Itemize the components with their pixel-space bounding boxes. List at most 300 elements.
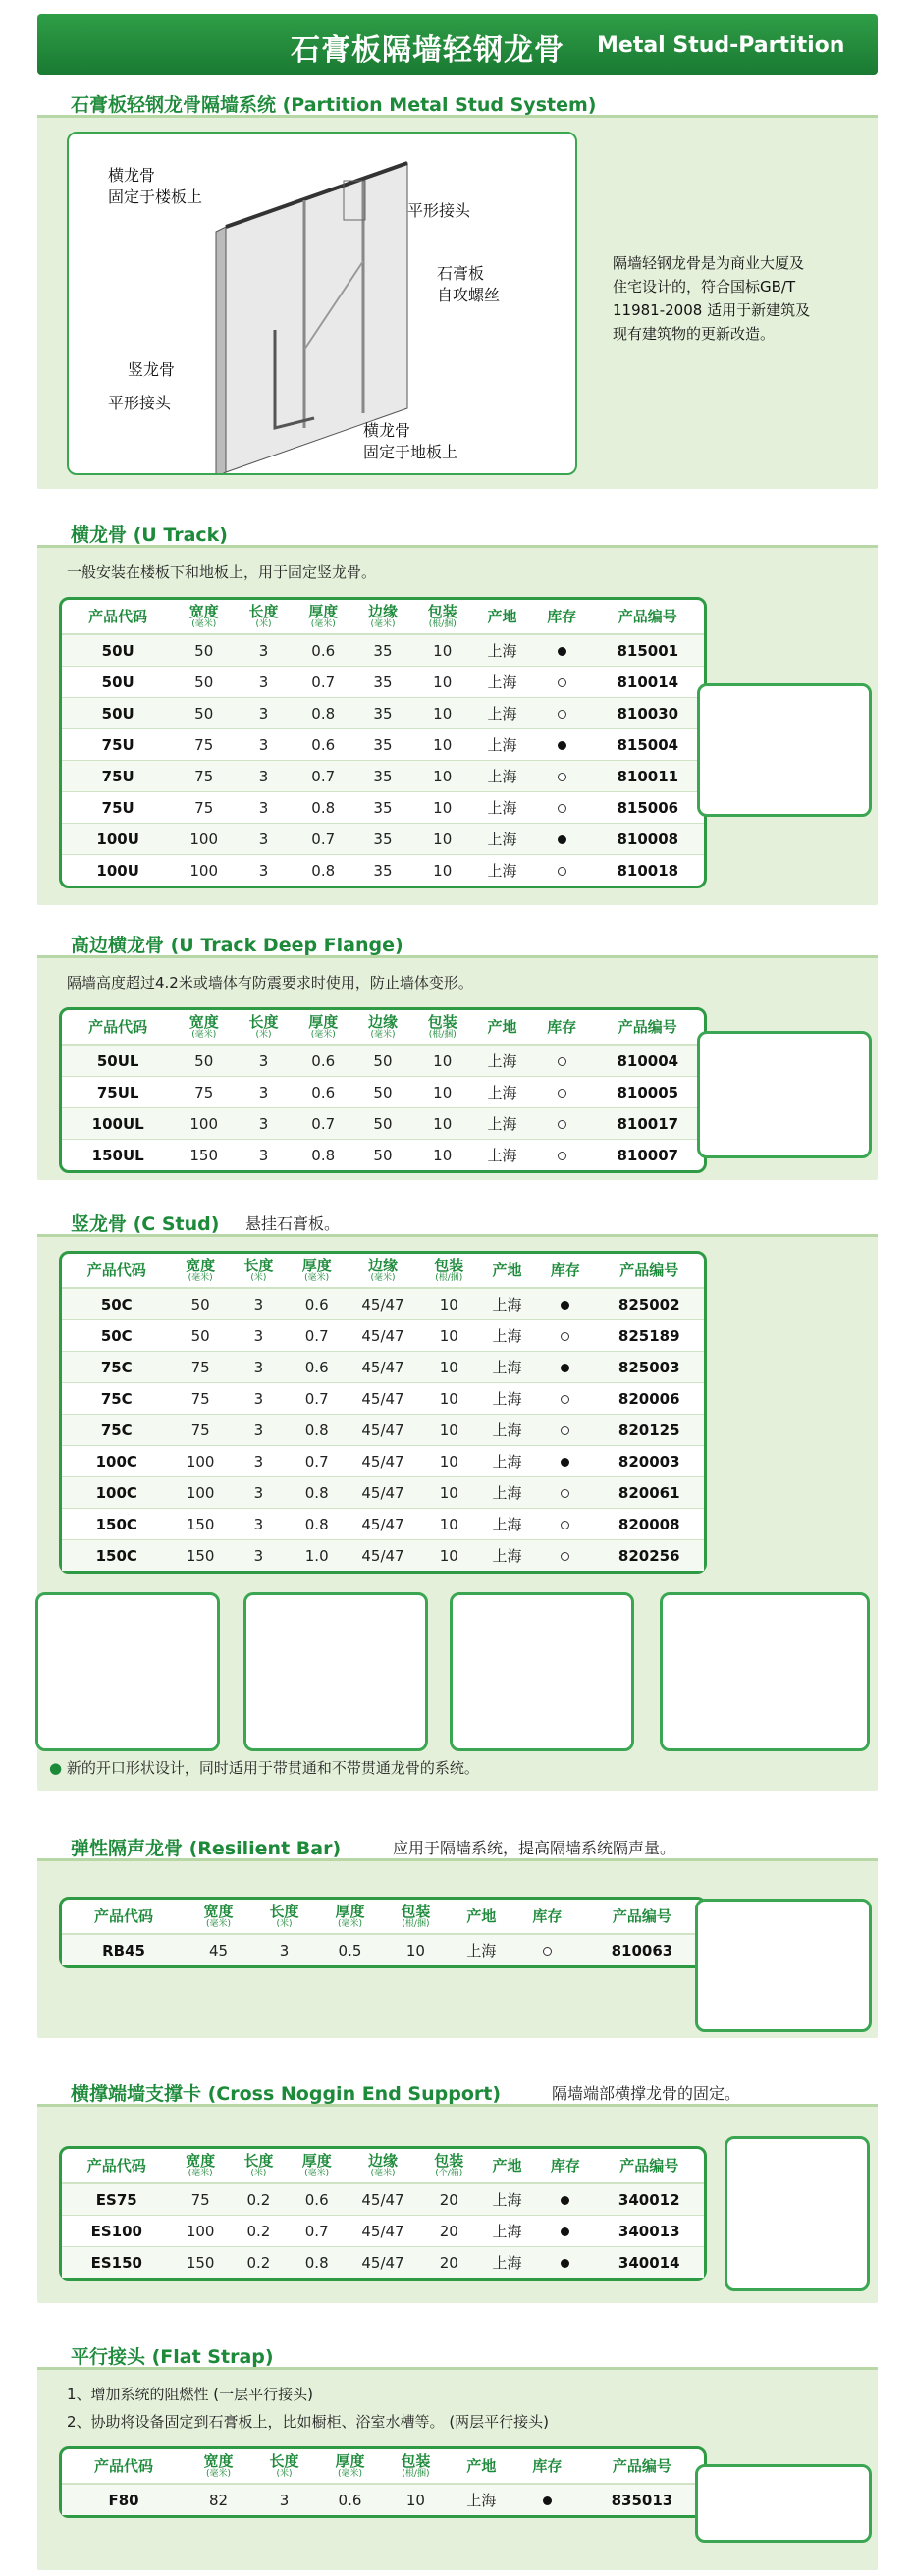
table-row bbox=[62, 2183, 704, 2215]
table-cell: 3 bbox=[234, 760, 294, 791]
section-header bbox=[37, 512, 878, 548]
table-cell: 0.8 bbox=[294, 697, 353, 728]
stock-indicator bbox=[536, 2183, 594, 2215]
table-row bbox=[62, 666, 704, 697]
table-cell: 810007 bbox=[592, 1139, 704, 1170]
section-note: 隔墙高度超过4.2米或墙体有防震要求时使用，防止墙体变形。 bbox=[67, 974, 473, 992]
table-row bbox=[62, 1414, 704, 1445]
table-cell: 上海 bbox=[478, 1508, 536, 1539]
table-cell: 10 bbox=[420, 1476, 478, 1508]
table-cell: 100 bbox=[174, 1107, 234, 1139]
label-gypsum: 石膏板 bbox=[437, 264, 485, 283]
table-cell: 810063 bbox=[580, 1934, 704, 1965]
table-row bbox=[62, 1508, 704, 1539]
resilient-photo bbox=[695, 1899, 872, 2032]
table-cell: 上海 bbox=[478, 1539, 536, 1571]
table-cell: 35 bbox=[353, 791, 413, 823]
table-cell: 10 bbox=[412, 666, 472, 697]
table-row bbox=[62, 1445, 704, 1476]
stock-indicator bbox=[532, 760, 592, 791]
stock-indicator bbox=[536, 1382, 594, 1414]
stock-indicator bbox=[532, 1139, 592, 1170]
stock-indicator bbox=[532, 634, 592, 666]
label-bottom-track-fix: 固定于地板上 bbox=[363, 443, 458, 461]
deep-flange-table bbox=[59, 1007, 707, 1173]
out-stock-circle-icon bbox=[558, 867, 566, 876]
desc-line: 11981-2008 适用于新建筑及 bbox=[613, 301, 811, 319]
column-header: 产地 bbox=[478, 2149, 536, 2183]
table-cell: 45/47 bbox=[346, 1508, 419, 1539]
table-cell: 上海 bbox=[472, 791, 532, 823]
column-header: 边缘 (毫米) bbox=[346, 1254, 419, 1288]
table-cell: 150 bbox=[172, 1508, 230, 1539]
table-cell: 100C bbox=[62, 1445, 172, 1476]
table-cell: 50 bbox=[172, 1319, 230, 1351]
table-cell: 815004 bbox=[592, 728, 704, 760]
column-header: 产品代码 bbox=[62, 2149, 172, 2183]
column-header: 产品编号 bbox=[594, 2149, 704, 2183]
table-cell: 10 bbox=[412, 728, 472, 760]
table-cell: 810030 bbox=[592, 697, 704, 728]
column-header: 产地 bbox=[478, 1254, 536, 1288]
table-cell: 3 bbox=[230, 1288, 288, 1319]
table-cell: 150C bbox=[62, 1539, 172, 1571]
table-cell: 35 bbox=[353, 634, 413, 666]
table-cell: 0.6 bbox=[288, 1351, 346, 1382]
table-cell: 50 bbox=[353, 1139, 413, 1170]
stock-indicator bbox=[536, 1351, 594, 1382]
table-row bbox=[62, 1139, 704, 1170]
stock-indicator bbox=[536, 1445, 594, 1476]
table-cell: 上海 bbox=[478, 1351, 536, 1382]
deep-flange-section bbox=[37, 923, 878, 1180]
table-cell: 3 bbox=[230, 1445, 288, 1476]
table-cell: F80 bbox=[62, 2484, 186, 2515]
out-stock-circle-icon bbox=[558, 1152, 566, 1160]
table-row bbox=[62, 1045, 704, 1076]
table-cell: 820003 bbox=[594, 1445, 704, 1476]
table-cell: 0.8 bbox=[294, 1139, 353, 1170]
column-header: 产地 bbox=[449, 1900, 514, 1934]
table-cell: 3 bbox=[230, 1414, 288, 1445]
table-row bbox=[62, 634, 704, 666]
table-cell: 3 bbox=[230, 1382, 288, 1414]
table-cell: 45/47 bbox=[346, 2183, 419, 2215]
table-cell: 815001 bbox=[592, 634, 704, 666]
table-cell: 45/47 bbox=[346, 1319, 419, 1351]
label-flat-strap-bottom: 平形接头 bbox=[108, 394, 172, 412]
deep-flange-photo bbox=[697, 1031, 872, 1158]
table-cell: 上海 bbox=[478, 2183, 536, 2215]
table-cell: 0.6 bbox=[294, 728, 353, 760]
section-title: 横撑端墙支撑卡 (Cross Noggin End Support) bbox=[71, 2083, 502, 2105]
c-stud-table bbox=[59, 1251, 707, 1574]
column-header: 厚度 (毫米) bbox=[317, 1900, 383, 1934]
table-cell: 3 bbox=[234, 823, 294, 854]
column-header: 产地 bbox=[472, 1010, 532, 1045]
column-header: 宽度 (毫米) bbox=[174, 600, 234, 634]
table-row bbox=[62, 1288, 704, 1319]
section-subtitle: 应用于隔墙系统，提高隔墙系统隔声量。 bbox=[393, 1839, 676, 1857]
column-header: 厚度 (毫米) bbox=[288, 1254, 346, 1288]
table-cell: 10 bbox=[412, 791, 472, 823]
table-cell: 75 bbox=[174, 728, 234, 760]
table-cell: 75U bbox=[62, 791, 174, 823]
table-cell: 35 bbox=[353, 854, 413, 886]
stock-indicator bbox=[536, 1508, 594, 1539]
section-title: 竖龙骨 (C Stud) bbox=[71, 1213, 220, 1235]
table-cell: 0.8 bbox=[288, 1476, 346, 1508]
stock-indicator bbox=[536, 2246, 594, 2278]
column-header: 产品编号 bbox=[592, 600, 704, 634]
table-cell: 10 bbox=[420, 1445, 478, 1476]
table-cell: 10 bbox=[412, 854, 472, 886]
table-cell: 82 bbox=[186, 2484, 251, 2515]
table-cell: 825002 bbox=[594, 1288, 704, 1319]
section-subtitle: 隔墙端部横撑龙骨的固定。 bbox=[552, 2084, 741, 2103]
table-cell: 3 bbox=[234, 666, 294, 697]
table-cell: 50 bbox=[172, 1288, 230, 1319]
table-row bbox=[62, 1476, 704, 1508]
table-cell: 75U bbox=[62, 728, 174, 760]
table-cell: 0.7 bbox=[288, 1445, 346, 1476]
section-title: 平行接头 (Flat Strap) bbox=[71, 2346, 274, 2368]
stock-indicator bbox=[536, 1539, 594, 1571]
out-stock-circle-icon bbox=[558, 1089, 566, 1098]
table-row bbox=[62, 760, 704, 791]
table-cell: 上海 bbox=[478, 1414, 536, 1445]
table-cell: 75U bbox=[62, 760, 174, 791]
c-stud-section bbox=[37, 1202, 878, 1791]
table-cell: 上海 bbox=[472, 1045, 532, 1076]
table-cell: 上海 bbox=[472, 1107, 532, 1139]
table-row bbox=[62, 1351, 704, 1382]
table-cell: 50 bbox=[353, 1076, 413, 1107]
table-cell: 10 bbox=[420, 1539, 478, 1571]
table-row bbox=[62, 1934, 704, 1965]
table-cell: 10 bbox=[420, 1319, 478, 1351]
table-row bbox=[62, 854, 704, 886]
table-cell: 0.2 bbox=[230, 2183, 288, 2215]
table-cell: 10 bbox=[383, 2484, 449, 2515]
in-stock-dot-icon bbox=[561, 1458, 569, 1467]
table-cell: 0.8 bbox=[288, 2246, 346, 2278]
table-cell: 50 bbox=[174, 634, 234, 666]
table-row bbox=[62, 823, 704, 854]
desc-line: 住宅设计的，符合国标GB/T bbox=[613, 278, 796, 295]
table-cell: 35 bbox=[353, 728, 413, 760]
table-cell: 825003 bbox=[594, 1351, 704, 1382]
table-cell: 上海 bbox=[449, 1934, 514, 1965]
out-stock-circle-icon bbox=[561, 1332, 569, 1341]
table-cell: 10 bbox=[420, 1508, 478, 1539]
column-header: 厚度 (毫米) bbox=[317, 2449, 383, 2484]
resilient-section bbox=[37, 1826, 878, 2038]
table-cell: 3 bbox=[251, 2484, 317, 2515]
table-cell: 340014 bbox=[594, 2246, 704, 2278]
table-cell: 150 bbox=[172, 1539, 230, 1571]
stock-indicator bbox=[532, 823, 592, 854]
table-cell: 50 bbox=[174, 1045, 234, 1076]
table-cell: 340013 bbox=[594, 2215, 704, 2246]
column-header: 边缘 (毫米) bbox=[353, 600, 413, 634]
stock-indicator bbox=[536, 2215, 594, 2246]
column-header: 宽度 (毫米) bbox=[174, 1010, 234, 1045]
label-screw: 自攻螺丝 bbox=[437, 286, 501, 304]
table-cell: 35 bbox=[353, 760, 413, 791]
table-cell: 75 bbox=[174, 1076, 234, 1107]
column-header: 库存 bbox=[536, 1254, 594, 1288]
banner-title-en: Metal Stud-Partition bbox=[597, 33, 845, 58]
column-header: 产品代码 bbox=[62, 1010, 174, 1045]
table-cell: 50U bbox=[62, 666, 174, 697]
column-header: 库存 bbox=[532, 600, 592, 634]
table-cell: 上海 bbox=[472, 823, 532, 854]
stock-indicator bbox=[532, 1045, 592, 1076]
bullet-icon: ● bbox=[49, 1759, 63, 1777]
stock-indicator bbox=[514, 1934, 580, 1965]
table-cell: 上海 bbox=[472, 1139, 532, 1170]
c-stud-photo-2 bbox=[243, 1592, 428, 1751]
system-section bbox=[37, 82, 878, 489]
table-cell: 75C bbox=[62, 1414, 172, 1445]
in-stock-dot-icon bbox=[558, 835, 566, 844]
table-cell: 3 bbox=[234, 791, 294, 823]
table-cell: 50U bbox=[62, 634, 174, 666]
table-cell: ES150 bbox=[62, 2246, 172, 2278]
out-stock-circle-icon bbox=[558, 1120, 566, 1129]
table-cell: 0.7 bbox=[294, 823, 353, 854]
table-cell: 100U bbox=[62, 854, 174, 886]
column-header: 长度 (米) bbox=[230, 1254, 288, 1288]
table-cell: 10 bbox=[420, 1414, 478, 1445]
table-cell: 150 bbox=[174, 1139, 234, 1170]
table-cell: 835013 bbox=[580, 2484, 704, 2515]
table-cell: 50C bbox=[62, 1319, 172, 1351]
table-cell: 50 bbox=[174, 697, 234, 728]
table-cell: 45/47 bbox=[346, 1476, 419, 1508]
table-cell: 3 bbox=[234, 1045, 294, 1076]
column-header: 产品代码 bbox=[62, 1900, 186, 1934]
u-track-table bbox=[59, 597, 707, 888]
table-row bbox=[62, 2484, 704, 2515]
table-cell: 3 bbox=[251, 1934, 317, 1965]
column-header: 宽度 (毫米) bbox=[172, 1254, 230, 1288]
table-cell: 上海 bbox=[478, 1445, 536, 1476]
table-cell: 150 bbox=[172, 2246, 230, 2278]
flat-strap-note-2: 2、协助将设备固定到石膏板上，比如橱柜、浴室水槽等。 (两层平行接头) bbox=[67, 2413, 550, 2431]
table-cell: 0.7 bbox=[288, 1382, 346, 1414]
banner-title-zh: 石膏板隔墙轻钢龙骨 bbox=[291, 33, 564, 68]
table-cell: 0.7 bbox=[288, 1319, 346, 1351]
section-header bbox=[37, 1826, 878, 1861]
section-title: 高边横龙骨 (U Track Deep Flange) bbox=[71, 935, 403, 956]
column-header: 产品编号 bbox=[592, 1010, 704, 1045]
table-row bbox=[62, 791, 704, 823]
column-header: 长度 (米) bbox=[230, 2149, 288, 2183]
section-header bbox=[37, 923, 878, 958]
table-cell: 810005 bbox=[592, 1076, 704, 1107]
table-cell: 820125 bbox=[594, 1414, 704, 1445]
stock-indicator bbox=[532, 854, 592, 886]
table-cell: RB45 bbox=[62, 1934, 186, 1965]
table-cell: ES100 bbox=[62, 2215, 172, 2246]
table-cell: 75C bbox=[62, 1382, 172, 1414]
column-header: 产地 bbox=[449, 2449, 514, 2484]
column-header: 产品编号 bbox=[580, 2449, 704, 2484]
table-cell: 3 bbox=[230, 1476, 288, 1508]
table-cell: 810008 bbox=[592, 823, 704, 854]
table-cell: 上海 bbox=[472, 697, 532, 728]
table-cell: 815006 bbox=[592, 791, 704, 823]
table-cell: 100 bbox=[174, 854, 234, 886]
table-cell: 0.7 bbox=[288, 2215, 346, 2246]
stock-indicator bbox=[536, 1319, 594, 1351]
column-header: 库存 bbox=[532, 1010, 592, 1045]
table-cell: 50UL bbox=[62, 1045, 174, 1076]
column-header: 包装 (根/捆) bbox=[412, 1010, 472, 1045]
column-header: 边缘 (毫米) bbox=[346, 2149, 419, 2183]
column-header: 长度 (米) bbox=[234, 1010, 294, 1045]
desc-line: 隔墙轻钢龙骨是为商业大厦及 bbox=[613, 254, 805, 272]
table-row bbox=[62, 1107, 704, 1139]
table-row bbox=[62, 1076, 704, 1107]
table-cell: 10 bbox=[412, 634, 472, 666]
noggin-photo bbox=[725, 2136, 870, 2291]
table-cell: 0.2 bbox=[230, 2246, 288, 2278]
stock-indicator bbox=[536, 1288, 594, 1319]
table-cell: 810014 bbox=[592, 666, 704, 697]
table-cell: 3 bbox=[234, 728, 294, 760]
table-cell: 上海 bbox=[449, 2484, 514, 2515]
table-cell: 75 bbox=[172, 2183, 230, 2215]
section-subtitle: 悬挂石膏板。 bbox=[245, 1214, 341, 1233]
table-cell: 45/47 bbox=[346, 1414, 419, 1445]
column-header: 库存 bbox=[536, 2149, 594, 2183]
out-stock-circle-icon bbox=[561, 1426, 569, 1435]
c-stud-photo-4 bbox=[660, 1592, 870, 1751]
table-cell: 0.8 bbox=[294, 791, 353, 823]
table-cell: 10 bbox=[412, 1076, 472, 1107]
column-header: 产品代码 bbox=[62, 2449, 186, 2484]
label-top-track: 横龙骨 bbox=[108, 166, 156, 185]
column-header: 宽度 (毫米) bbox=[186, 2449, 251, 2484]
table-cell: 0.8 bbox=[288, 1508, 346, 1539]
table-cell: 0.6 bbox=[288, 2183, 346, 2215]
label-bottom-track: 横龙骨 bbox=[363, 421, 411, 440]
table-cell: 0.6 bbox=[294, 634, 353, 666]
table-cell: 45/47 bbox=[346, 1445, 419, 1476]
table-cell: 3 bbox=[234, 854, 294, 886]
table-cell: 上海 bbox=[472, 634, 532, 666]
stock-indicator bbox=[536, 1476, 594, 1508]
table-cell: 810017 bbox=[592, 1107, 704, 1139]
table-cell: 100 bbox=[172, 1476, 230, 1508]
table-row bbox=[62, 2215, 704, 2246]
stock-indicator bbox=[532, 728, 592, 760]
table-cell: 10 bbox=[412, 1045, 472, 1076]
table-cell: 1.0 bbox=[288, 1539, 346, 1571]
table-cell: 150UL bbox=[62, 1139, 174, 1170]
table-cell: 810011 bbox=[592, 760, 704, 791]
column-header: 产品编号 bbox=[580, 1900, 704, 1934]
section-title: 石膏板轻钢龙骨隔墙系统 (Partition Metal Stud System) bbox=[71, 94, 597, 116]
in-stock-dot-icon bbox=[558, 647, 566, 656]
table-cell: 820061 bbox=[594, 1476, 704, 1508]
out-stock-circle-icon bbox=[561, 1489, 569, 1498]
table-cell: 75 bbox=[172, 1351, 230, 1382]
table-cell: 上海 bbox=[478, 1288, 536, 1319]
stock-indicator bbox=[514, 2484, 580, 2515]
flat-strap-table bbox=[59, 2446, 707, 2518]
section-note: 一般安装在楼板下和地板上，用于固定竖龙骨。 bbox=[67, 564, 377, 581]
table-cell: 340012 bbox=[594, 2183, 704, 2215]
table-cell: 3 bbox=[234, 1139, 294, 1170]
table-cell: 820256 bbox=[594, 1539, 704, 1571]
table-cell: 35 bbox=[353, 697, 413, 728]
table-cell: 3 bbox=[234, 1107, 294, 1139]
table-cell: 45/47 bbox=[346, 1288, 419, 1319]
table-cell: 45/47 bbox=[346, 1539, 419, 1571]
table-cell: 0.6 bbox=[294, 1076, 353, 1107]
in-stock-dot-icon bbox=[561, 2259, 569, 2268]
column-header: 产品编号 bbox=[594, 1254, 704, 1288]
table-cell: 820008 bbox=[594, 1508, 704, 1539]
section-header bbox=[37, 2334, 878, 2370]
column-header: 边缘 (毫米) bbox=[353, 1010, 413, 1045]
in-stock-dot-icon bbox=[561, 2227, 569, 2236]
in-stock-dot-icon bbox=[558, 741, 566, 750]
table-cell: 10 bbox=[420, 1288, 478, 1319]
table-cell: 45/47 bbox=[346, 1351, 419, 1382]
table-cell: 50 bbox=[174, 666, 234, 697]
table-cell: 75 bbox=[174, 760, 234, 791]
out-stock-circle-icon bbox=[543, 1947, 552, 1956]
table-cell: 0.7 bbox=[294, 666, 353, 697]
flat-strap-photo bbox=[695, 2464, 872, 2543]
u-track-section bbox=[37, 512, 878, 905]
stock-indicator bbox=[532, 697, 592, 728]
c-stud-note bbox=[49, 1757, 479, 1778]
table-cell: 100UL bbox=[62, 1107, 174, 1139]
table-cell: 75UL bbox=[62, 1076, 174, 1107]
noggin-section bbox=[37, 2071, 878, 2303]
table-cell: 50C bbox=[62, 1288, 172, 1319]
section-title: 弹性隔声龙骨 (Resilient Bar) bbox=[71, 1838, 342, 1859]
stock-indicator bbox=[536, 1414, 594, 1445]
table-cell: 3 bbox=[230, 1539, 288, 1571]
table-cell: 上海 bbox=[478, 2246, 536, 2278]
table-cell: 45/47 bbox=[346, 2215, 419, 2246]
table-cell: 35 bbox=[353, 823, 413, 854]
section-header bbox=[37, 2071, 878, 2107]
table-cell: 3 bbox=[230, 1319, 288, 1351]
table-cell: 上海 bbox=[478, 1382, 536, 1414]
table-cell: ES75 bbox=[62, 2183, 172, 2215]
table-row bbox=[62, 1539, 704, 1571]
table-cell: 10 bbox=[412, 1139, 472, 1170]
label-top-track-fix: 固定于楼板上 bbox=[108, 188, 203, 206]
table-cell: 3 bbox=[230, 1508, 288, 1539]
label-flat-strap-top: 平形接头 bbox=[407, 201, 471, 220]
table-cell: 100 bbox=[174, 823, 234, 854]
in-stock-dot-icon bbox=[561, 2196, 569, 2205]
table-cell: 0.7 bbox=[294, 1107, 353, 1139]
table-cell: 0.6 bbox=[288, 1288, 346, 1319]
table-cell: 100U bbox=[62, 823, 174, 854]
out-stock-circle-icon bbox=[558, 773, 566, 781]
section-header bbox=[37, 82, 878, 118]
